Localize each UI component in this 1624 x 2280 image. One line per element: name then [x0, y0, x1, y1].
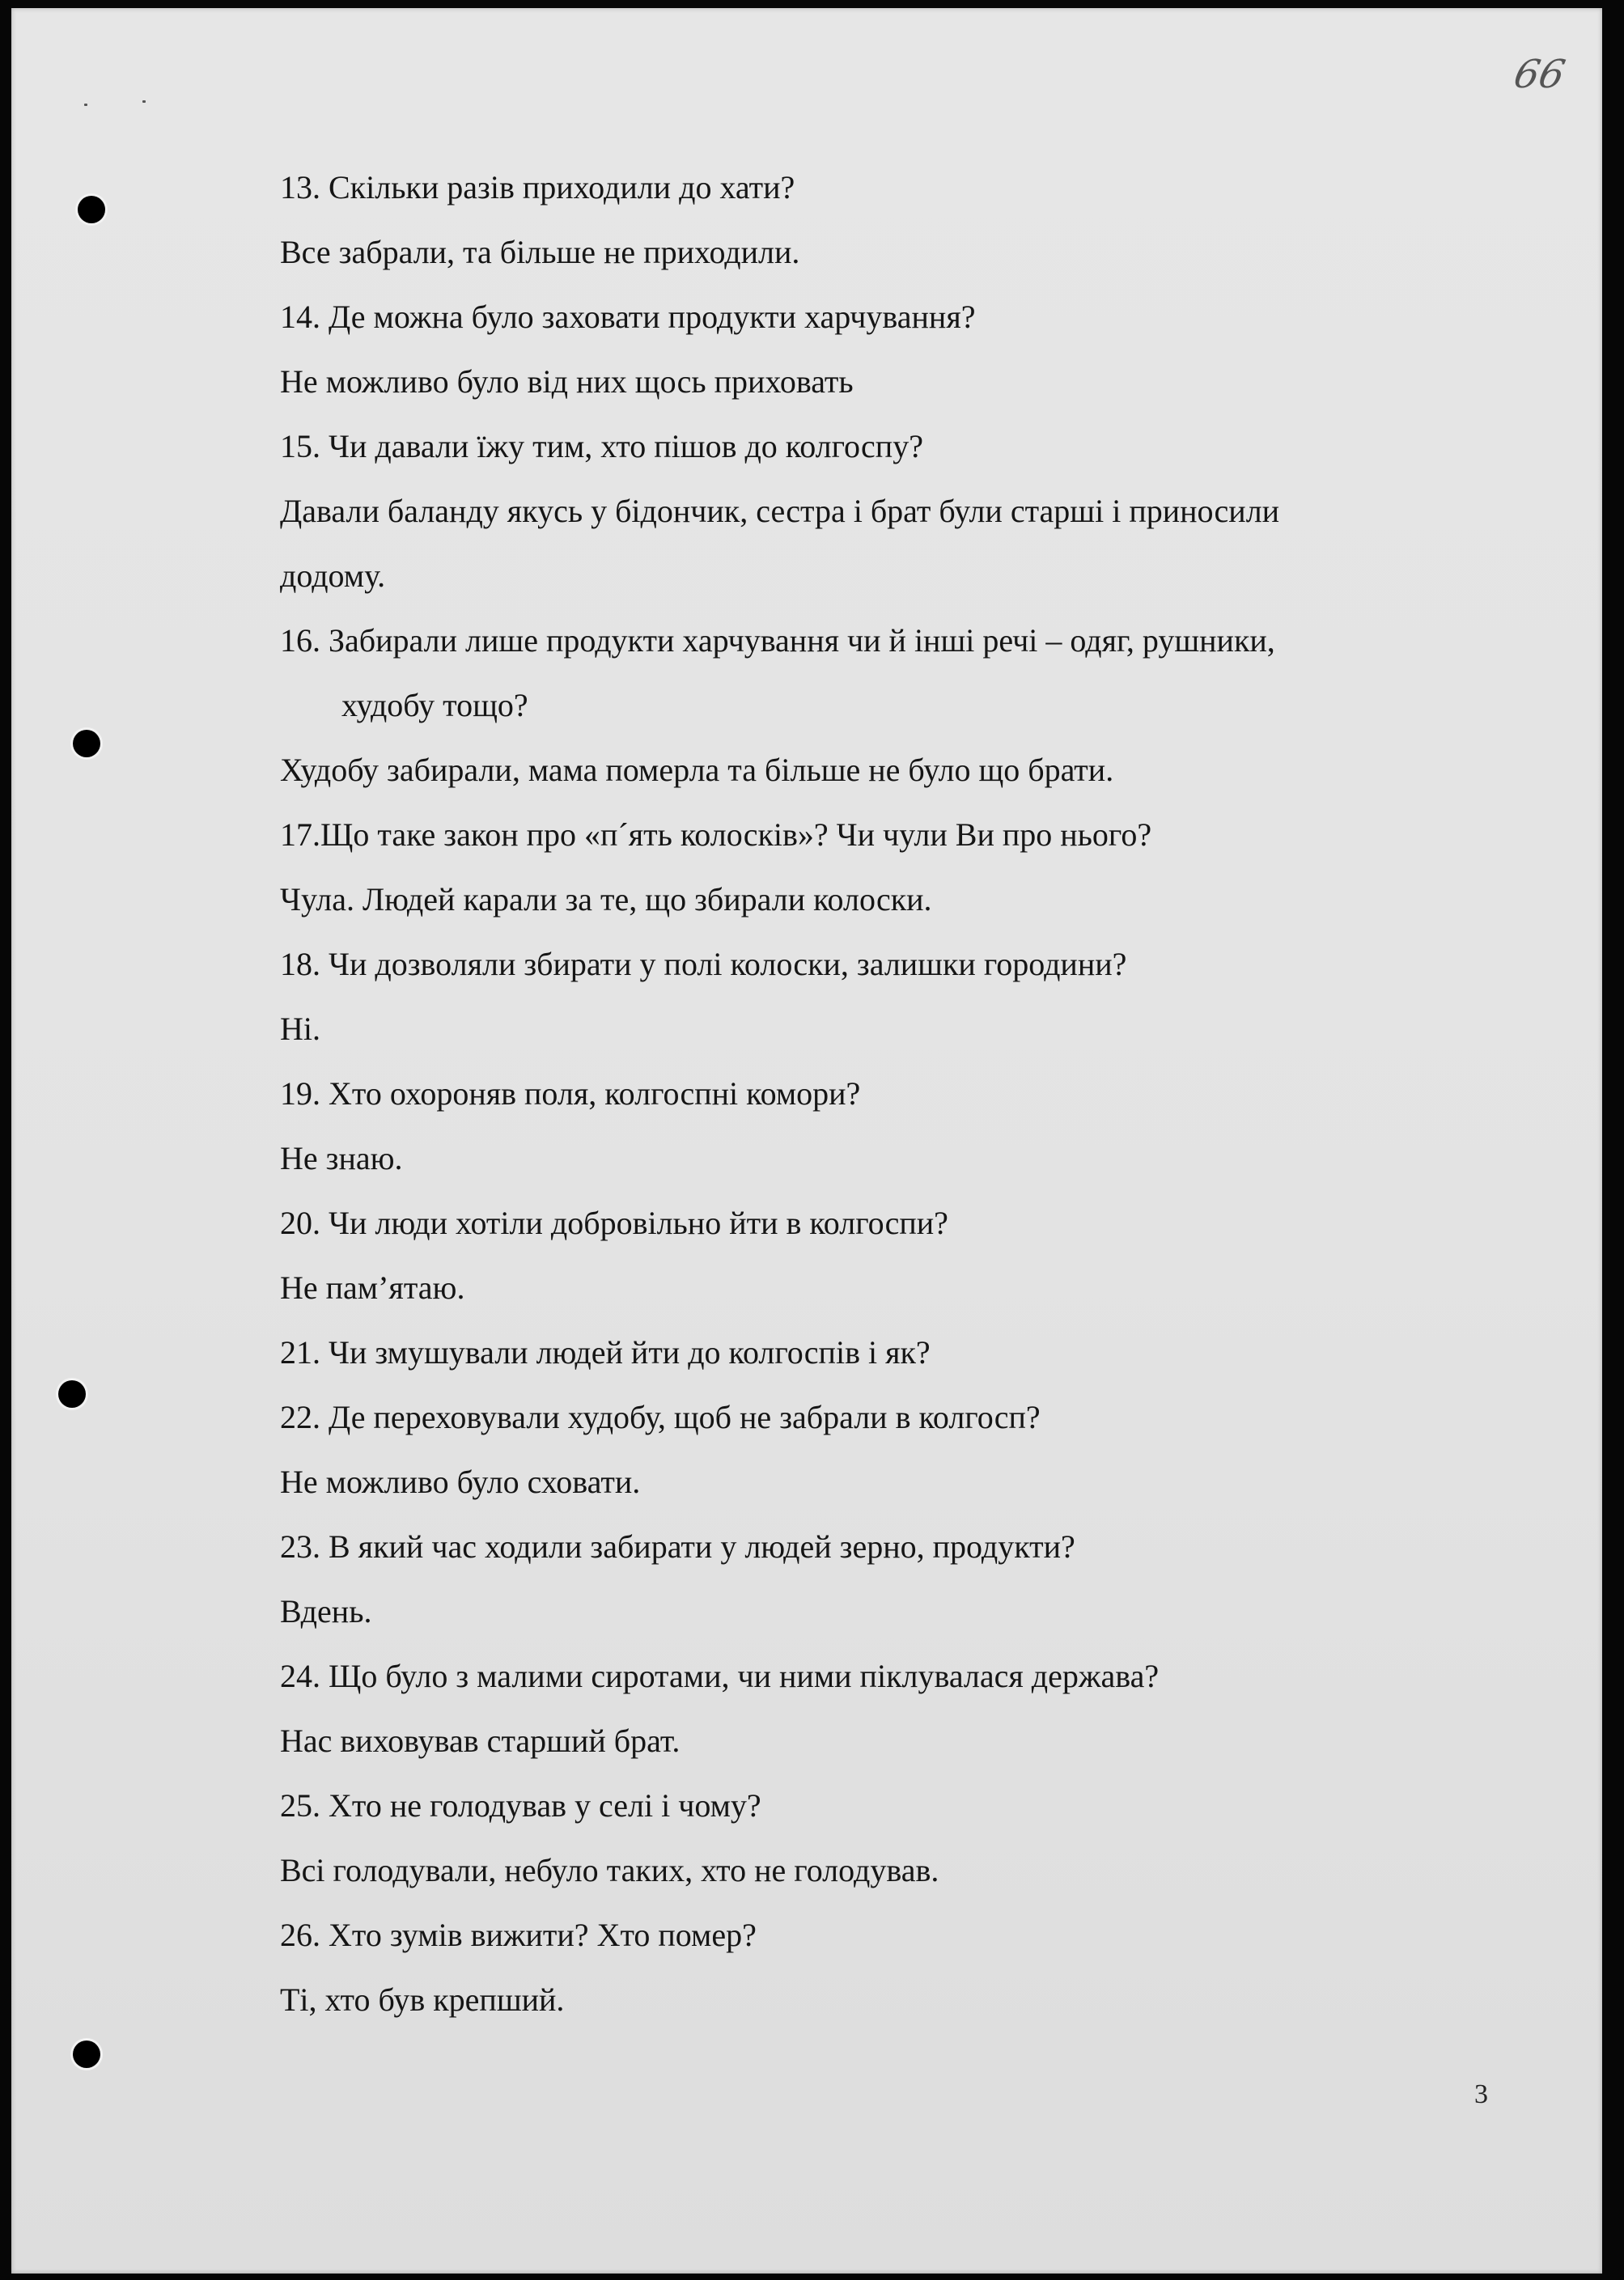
answer-line: Не можливо було від них щось приховать [280, 363, 854, 400]
answer-line: Не знаю. [280, 1140, 403, 1176]
paper-speck [142, 100, 146, 103]
answer-line: Ні. [280, 1011, 320, 1047]
question-line: 23. В який час ходили забирати у людей зерно, продукти? [280, 1528, 1075, 1565]
question-line: 22. Де переховували худобу, щоб не забрали в колгосп? [280, 1399, 1041, 1435]
question-line: 18. Чи дозволяли збирати у полі колоски, залишки городини? [280, 946, 1127, 982]
answer-line: Все забрали, та більше не приходили. [280, 234, 800, 270]
answer-line: Не пам’ятаю. [280, 1269, 465, 1306]
punch-hole [73, 730, 100, 757]
answer-line: додому. [280, 557, 386, 594]
answer-line: Давали баланду якусь у бідончик, сестра і брат були старші і приносили [280, 493, 1280, 529]
question-line: 21. Чи змушували людей йти до колгоспів і як? [280, 1334, 931, 1371]
question-line: 15. Чи давали їжу тим, хто пішов до колгоспу? [280, 428, 923, 464]
question-line: 26. Хто зумів вижити? Хто помер? [280, 1917, 757, 1953]
answer-line: Худобу забирали, мама померла та більше не було що брати. [280, 752, 1114, 788]
answer-line: Ті, хто був крепший. [280, 1981, 565, 2018]
document-page [11, 8, 1602, 2274]
punch-hole [73, 2041, 100, 2068]
paper-speck [84, 104, 87, 106]
punch-hole [78, 196, 105, 223]
handwritten-archive-number: 66 [1510, 52, 1570, 97]
question-line: 16. Забирали лише продукти харчування чи й інші речі – одяг, рушники, [280, 622, 1275, 659]
question-line: 20. Чи люди хотіли добровільно йти в колгоспи? [280, 1205, 948, 1241]
question-line: 14. Де можна було заховати продукти харчування? [280, 299, 976, 335]
answer-line: Всі голодували, небуло таких, хто не голодував. [280, 1852, 939, 1888]
question-line: 24. Що було з малими сиротами, чи ними піклувалася держава? [280, 1658, 1160, 1694]
question-line: 17.Що таке закон про «п´ять колосків»? Чи чули Ви про нього? [280, 816, 1152, 853]
answer-line: Нас виховував старший брат. [280, 1723, 681, 1759]
question-line: 19. Хто охороняв поля, колгоспні комори? [280, 1075, 861, 1112]
question-line: худобу тощо? [341, 687, 528, 723]
answer-line: Вдень. [280, 1593, 372, 1629]
answer-line: Не можливо було сховати. [280, 1464, 641, 1500]
question-line: 13. Скільки разів приходили до хати? [280, 169, 795, 206]
document-body [280, 166, 1494, 2043]
answer-line: Чула. Людей карали за те, що збирали колоски. [280, 881, 932, 918]
punch-hole [58, 1380, 86, 1408]
page-number: 3 [1474, 2079, 1488, 2109]
question-line: 25. Хто не голодував у селі і чому? [280, 1787, 761, 1824]
